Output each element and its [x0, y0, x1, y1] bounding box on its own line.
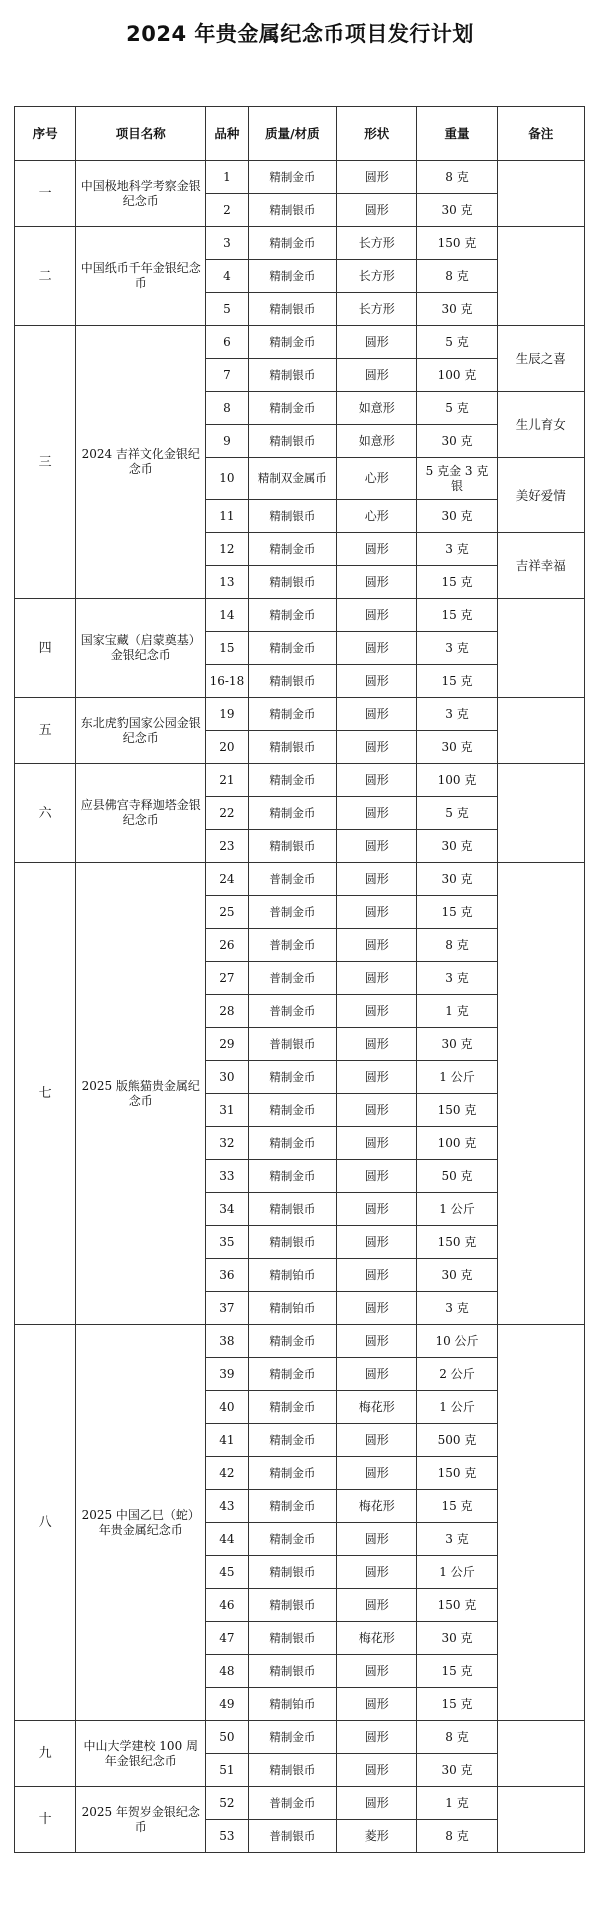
cell-variety: 51: [206, 1754, 248, 1787]
cell-shape: 圆形: [337, 830, 417, 863]
cell-note-empty: [497, 161, 584, 227]
cell-note-empty: [497, 1721, 584, 1787]
table-row: [15, 1787, 585, 1820]
cell-shape: 圆形: [337, 929, 417, 962]
cell-material: 精制银币: [248, 830, 337, 863]
header-variety: 品种: [206, 107, 248, 161]
cell-weight: 5 克: [417, 797, 497, 830]
cell-weight: 8 克: [417, 1721, 497, 1754]
cell-variety: 33: [206, 1160, 248, 1193]
cell-weight: 10 公斤: [417, 1325, 497, 1358]
table-row: [15, 161, 585, 194]
table-row: [15, 326, 585, 359]
cell-material: 精制金币: [248, 1721, 337, 1754]
cell-shape: 圆形: [337, 359, 417, 392]
cell-weight: 100 克: [417, 764, 497, 797]
cell-material: 精制金币: [248, 1325, 337, 1358]
issuance-plan-table: [14, 106, 585, 1853]
cell-variety: 7: [206, 359, 248, 392]
cell-shape: 圆形: [337, 632, 417, 665]
cell-variety: 50: [206, 1721, 248, 1754]
cell-material: 精制金币: [248, 1358, 337, 1391]
cell-variety: 37: [206, 1292, 248, 1325]
header-seq: 序号: [15, 107, 76, 161]
cell-weight: 50 克: [417, 1160, 497, 1193]
cell-shape: 圆形: [337, 731, 417, 764]
cell-weight: 1 克: [417, 1787, 497, 1820]
cell-shape: 圆形: [337, 1094, 417, 1127]
cell-weight: 1 公斤: [417, 1391, 497, 1424]
cell-shape: 心形: [337, 500, 417, 533]
cell-material: 精制银币: [248, 566, 337, 599]
cell-material: 普制银币: [248, 1028, 337, 1061]
cell-variety: 25: [206, 896, 248, 929]
table-row: [15, 227, 585, 260]
cell-note-empty: [497, 764, 584, 863]
cell-project-name: 2025 年贺岁金银纪念币: [76, 1787, 206, 1853]
cell-weight: 100 克: [417, 1127, 497, 1160]
cell-project-name: 2025 中国乙巳（蛇）年贵金属纪念币: [76, 1325, 206, 1721]
cell-weight: 100 克: [417, 359, 497, 392]
cell-variety: 36: [206, 1259, 248, 1292]
cell-variety: 2: [206, 194, 248, 227]
cell-seq: 八: [15, 1325, 76, 1721]
cell-material: 精制银币: [248, 1589, 337, 1622]
cell-project-name: 中国极地科学考察金银纪念币: [76, 161, 206, 227]
cell-material: 精制金币: [248, 326, 337, 359]
cell-weight: 30 克: [417, 293, 497, 326]
cell-note-empty: [497, 599, 584, 698]
cell-material: 精制铂币: [248, 1259, 337, 1292]
cell-variety: 38: [206, 1325, 248, 1358]
cell-material: 普制银币: [248, 1820, 337, 1853]
cell-variety: 30: [206, 1061, 248, 1094]
cell-weight: 1 克: [417, 995, 497, 1028]
cell-weight: 15 克: [417, 665, 497, 698]
cell-variety: 28: [206, 995, 248, 1028]
cell-variety: 26: [206, 929, 248, 962]
cell-weight: 15 克: [417, 599, 497, 632]
cell-seq: 九: [15, 1721, 76, 1787]
cell-shape: 圆形: [337, 326, 417, 359]
cell-note-empty: [497, 1787, 584, 1853]
cell-weight: 15 克: [417, 896, 497, 929]
cell-material: 精制铂币: [248, 1688, 337, 1721]
cell-weight: 500 克: [417, 1424, 497, 1457]
cell-material: 精制金币: [248, 1127, 337, 1160]
cell-weight: 5 克: [417, 392, 497, 425]
cell-variety: 12: [206, 533, 248, 566]
cell-weight: 30 克: [417, 1754, 497, 1787]
cell-shape: 如意形: [337, 425, 417, 458]
cell-shape: 圆形: [337, 1589, 417, 1622]
cell-material: 精制银币: [248, 293, 337, 326]
cell-variety: 48: [206, 1655, 248, 1688]
cell-weight: 30 克: [417, 830, 497, 863]
cell-material: 精制金币: [248, 599, 337, 632]
cell-weight: 8 克: [417, 1820, 497, 1853]
cell-variety: 49: [206, 1688, 248, 1721]
header-project-name: 项目名称: [76, 107, 206, 161]
cell-weight: 30 克: [417, 1259, 497, 1292]
cell-weight: 15 克: [417, 1490, 497, 1523]
cell-variety: 53: [206, 1820, 248, 1853]
cell-shape: 圆形: [337, 1556, 417, 1589]
page-title: 2024 年贵金属纪念币项目发行计划: [126, 22, 474, 46]
cell-shape: 圆形: [337, 797, 417, 830]
cell-material: 精制金币: [248, 1424, 337, 1457]
cell-variety: 13: [206, 566, 248, 599]
cell-material: 精制金币: [248, 1061, 337, 1094]
cell-shape: 心形: [337, 458, 417, 500]
cell-note-empty: [497, 863, 584, 1325]
table-row: [15, 599, 585, 632]
cell-material: 精制金币: [248, 1490, 337, 1523]
cell-material: 精制金币: [248, 1094, 337, 1127]
cell-shape: 圆形: [337, 533, 417, 566]
cell-weight: 2 公斤: [417, 1358, 497, 1391]
table-body: [15, 161, 585, 1853]
cell-shape: 圆形: [337, 1193, 417, 1226]
cell-seq: 七: [15, 863, 76, 1325]
cell-shape: 圆形: [337, 1325, 417, 1358]
cell-shape: 圆形: [337, 1358, 417, 1391]
cell-shape: 圆形: [337, 764, 417, 797]
cell-shape: 长方形: [337, 293, 417, 326]
cell-shape: 圆形: [337, 1127, 417, 1160]
cell-variety: 32: [206, 1127, 248, 1160]
table-row: [15, 764, 585, 797]
cell-material: 精制金币: [248, 764, 337, 797]
cell-variety: 8: [206, 392, 248, 425]
cell-material: 精制铂币: [248, 1292, 337, 1325]
cell-material: 普制金币: [248, 929, 337, 962]
cell-weight: 30 克: [417, 863, 497, 896]
cell-variety: 6: [206, 326, 248, 359]
cell-shape: 梅花形: [337, 1622, 417, 1655]
cell-note-empty: [497, 227, 584, 326]
cell-variety: 34: [206, 1193, 248, 1226]
cell-project-name: 中国纸币千年金银纪念币: [76, 227, 206, 326]
cell-weight: 30 克: [417, 1028, 497, 1061]
table-row: [15, 1325, 585, 1358]
cell-weight: 30 克: [417, 425, 497, 458]
table-row: [15, 1721, 585, 1754]
cell-variety: 16-18: [206, 665, 248, 698]
cell-shape: 圆形: [337, 1259, 417, 1292]
cell-weight: 8 克: [417, 929, 497, 962]
cell-material: 精制金币: [248, 533, 337, 566]
cell-shape: 圆形: [337, 1226, 417, 1259]
header-material: 质量/材质: [248, 107, 337, 161]
cell-seq: 十: [15, 1787, 76, 1853]
cell-project-name: 东北虎豹国家公园金银纪念币: [76, 698, 206, 764]
cell-weight: 1 公斤: [417, 1061, 497, 1094]
cell-weight: 150 克: [417, 1226, 497, 1259]
cell-weight: 8 克: [417, 260, 497, 293]
header-note: 备注: [497, 107, 584, 161]
cell-material: 精制银币: [248, 665, 337, 698]
cell-shape: 如意形: [337, 392, 417, 425]
cell-variety: 31: [206, 1094, 248, 1127]
cell-variety: 45: [206, 1556, 248, 1589]
cell-shape: 圆形: [337, 1523, 417, 1556]
cell-material: 精制银币: [248, 1655, 337, 1688]
cell-material: 精制银币: [248, 1556, 337, 1589]
cell-shape: 圆形: [337, 1061, 417, 1094]
cell-variety: 9: [206, 425, 248, 458]
cell-variety: 46: [206, 1589, 248, 1622]
cell-weight: 3 克: [417, 632, 497, 665]
cell-shape: 圆形: [337, 995, 417, 1028]
header-weight: 重量: [417, 107, 497, 161]
cell-material: 普制金币: [248, 1787, 337, 1820]
cell-material: 精制银币: [248, 1622, 337, 1655]
cell-seq: 三: [15, 326, 76, 599]
cell-variety: 35: [206, 1226, 248, 1259]
cell-material: 精制金币: [248, 161, 337, 194]
cell-shape: 长方形: [337, 227, 417, 260]
cell-material: 精制双金属币: [248, 458, 337, 500]
cell-material: 精制银币: [248, 425, 337, 458]
cell-material: 精制金币: [248, 797, 337, 830]
cell-note: 生儿育女: [497, 392, 584, 458]
cell-weight: 1 公斤: [417, 1556, 497, 1589]
cell-material: 精制银币: [248, 1226, 337, 1259]
cell-variety: 20: [206, 731, 248, 764]
cell-project-name: 应县佛宫寺释迦塔金银纪念币: [76, 764, 206, 863]
cell-material: 精制金币: [248, 1160, 337, 1193]
cell-variety: 41: [206, 1424, 248, 1457]
cell-note-empty: [497, 698, 584, 764]
cell-material: 精制银币: [248, 194, 337, 227]
cell-weight: 15 克: [417, 1688, 497, 1721]
cell-material: 精制银币: [248, 1193, 337, 1226]
table-row: [15, 698, 585, 731]
cell-variety: 14: [206, 599, 248, 632]
cell-material: 精制金币: [248, 1523, 337, 1556]
cell-variety: 22: [206, 797, 248, 830]
cell-weight: 8 克: [417, 161, 497, 194]
cell-material: 普制金币: [248, 896, 337, 929]
cell-shape: 圆形: [337, 698, 417, 731]
cell-weight: 30 克: [417, 194, 497, 227]
cell-shape: 长方形: [337, 260, 417, 293]
cell-shape: 菱形: [337, 1820, 417, 1853]
cell-material: 精制金币: [248, 1457, 337, 1490]
cell-shape: 圆形: [337, 1754, 417, 1787]
cell-shape: 圆形: [337, 1160, 417, 1193]
cell-material: 精制金币: [248, 260, 337, 293]
cell-project-name: 国家宝藏（启蒙奠基）金银纪念币: [76, 599, 206, 698]
cell-shape: 圆形: [337, 1457, 417, 1490]
table-row: [15, 863, 585, 896]
cell-variety: 4: [206, 260, 248, 293]
cell-material: 精制金币: [248, 392, 337, 425]
cell-note: 生辰之喜: [497, 326, 584, 392]
cell-weight: 1 公斤: [417, 1193, 497, 1226]
cell-material: 精制银币: [248, 731, 337, 764]
cell-material: 精制金币: [248, 698, 337, 731]
cell-material: 精制金币: [248, 1391, 337, 1424]
cell-variety: 29: [206, 1028, 248, 1061]
cell-variety: 47: [206, 1622, 248, 1655]
cell-shape: 圆形: [337, 863, 417, 896]
cell-project-name: 2024 吉祥文化金银纪念币: [76, 326, 206, 599]
cell-variety: 23: [206, 830, 248, 863]
cell-shape: 圆形: [337, 1424, 417, 1457]
cell-variety: 40: [206, 1391, 248, 1424]
cell-material: 精制银币: [248, 359, 337, 392]
cell-shape: 梅花形: [337, 1490, 417, 1523]
cell-variety: 15: [206, 632, 248, 665]
cell-weight: 3 克: [417, 698, 497, 731]
cell-shape: 圆形: [337, 1028, 417, 1061]
header-shape: 形状: [337, 107, 417, 161]
cell-weight: 150 克: [417, 1094, 497, 1127]
table-header-row: [15, 107, 585, 161]
cell-shape: 圆形: [337, 566, 417, 599]
cell-material: 精制金币: [248, 227, 337, 260]
cell-weight: 150 克: [417, 1589, 497, 1622]
cell-seq: 五: [15, 698, 76, 764]
cell-variety: 43: [206, 1490, 248, 1523]
cell-variety: 3: [206, 227, 248, 260]
cell-variety: 21: [206, 764, 248, 797]
cell-seq: 一: [15, 161, 76, 227]
cell-variety: 24: [206, 863, 248, 896]
cell-material: 普制金币: [248, 863, 337, 896]
cell-variety: 44: [206, 1523, 248, 1556]
cell-weight: 3 克: [417, 962, 497, 995]
cell-material: 精制金币: [248, 632, 337, 665]
cell-material: 精制银币: [248, 500, 337, 533]
cell-seq: 六: [15, 764, 76, 863]
cell-note: 吉祥幸福: [497, 533, 584, 599]
cell-shape: 圆形: [337, 194, 417, 227]
cell-variety: 5: [206, 293, 248, 326]
cell-shape: 圆形: [337, 599, 417, 632]
cell-variety: 39: [206, 1358, 248, 1391]
cell-project-name: 2025 版熊猫贵金属纪念币: [76, 863, 206, 1325]
cell-material: 普制金币: [248, 962, 337, 995]
cell-shape: 圆形: [337, 1721, 417, 1754]
cell-shape: 圆形: [337, 1292, 417, 1325]
cell-shape: 圆形: [337, 161, 417, 194]
cell-material: 普制金币: [248, 995, 337, 1028]
cell-seq: 四: [15, 599, 76, 698]
cell-variety: 11: [206, 500, 248, 533]
cell-weight: 30 克: [417, 500, 497, 533]
cell-weight: 5 克: [417, 326, 497, 359]
cell-variety: 27: [206, 962, 248, 995]
cell-weight: 150 克: [417, 227, 497, 260]
cell-weight: 3 克: [417, 533, 497, 566]
cell-note: 美好爱情: [497, 458, 584, 533]
cell-weight: 30 克: [417, 731, 497, 764]
cell-shape: 圆形: [337, 1655, 417, 1688]
cell-shape: 圆形: [337, 962, 417, 995]
cell-weight: 30 克: [417, 1622, 497, 1655]
cell-project-name: 中山大学建校 100 周年金银纪念币: [76, 1721, 206, 1787]
cell-shape: 圆形: [337, 665, 417, 698]
cell-shape: 梅花形: [337, 1391, 417, 1424]
cell-variety: 19: [206, 698, 248, 731]
cell-shape: 圆形: [337, 1688, 417, 1721]
cell-weight: 15 克: [417, 1655, 497, 1688]
cell-variety: 1: [206, 161, 248, 194]
cell-weight: 3 克: [417, 1292, 497, 1325]
cell-weight: 15 克: [417, 566, 497, 599]
cell-note-empty: [497, 1325, 584, 1721]
cell-seq: 二: [15, 227, 76, 326]
cell-weight: 5 克金 3 克银: [417, 458, 497, 500]
cell-shape: 圆形: [337, 1787, 417, 1820]
cell-weight: 150 克: [417, 1457, 497, 1490]
cell-variety: 52: [206, 1787, 248, 1820]
cell-material: 精制银币: [248, 1754, 337, 1787]
cell-variety: 42: [206, 1457, 248, 1490]
cell-shape: 圆形: [337, 896, 417, 929]
cell-weight: 3 克: [417, 1523, 497, 1556]
cell-variety: 10: [206, 458, 248, 500]
